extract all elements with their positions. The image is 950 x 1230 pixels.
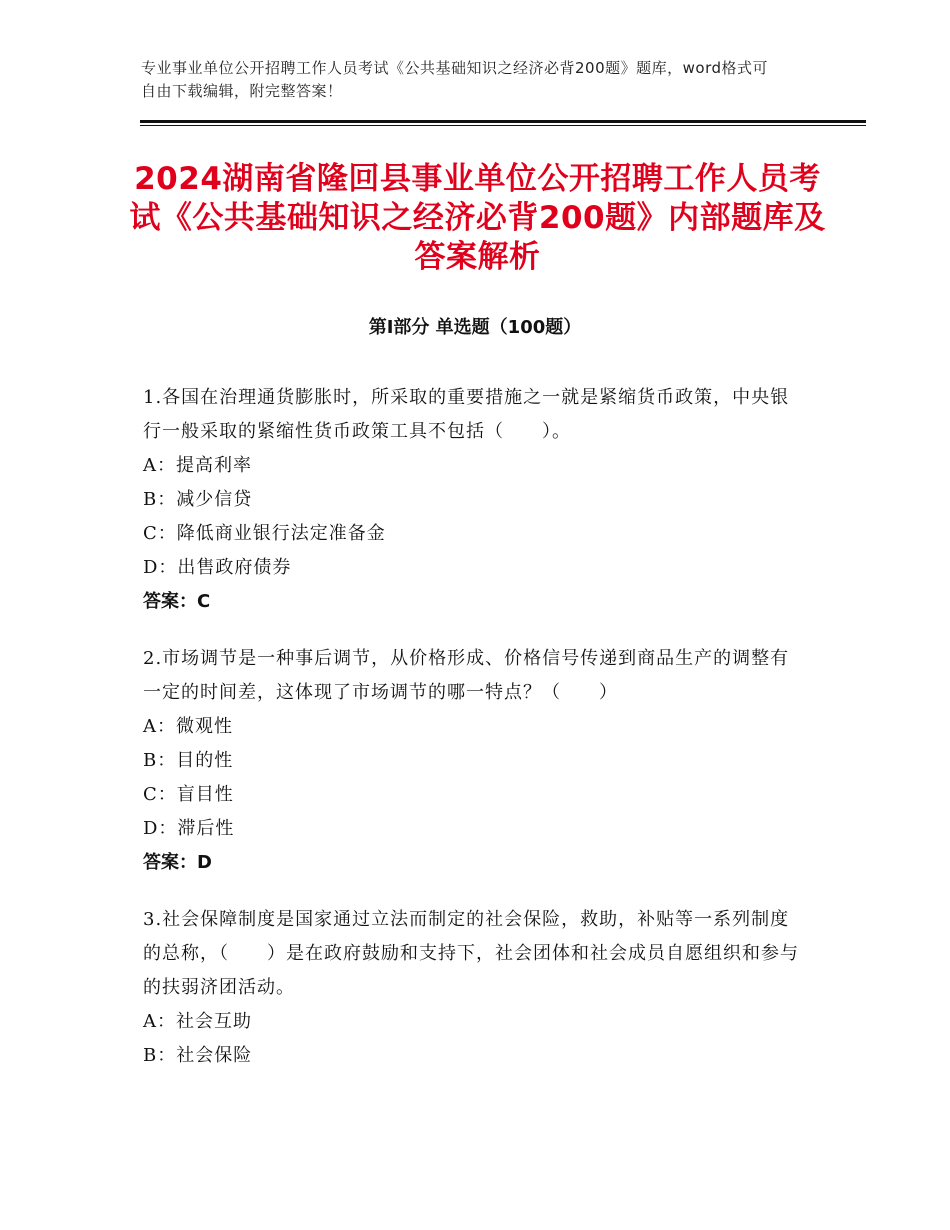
option-d: D：滞后性 <box>143 818 235 839</box>
header-rule-thin <box>140 125 866 126</box>
question-stem: 2.市场调节是一种事后调节，从价格形成、价格信号传递到商品生产的调整有一定的时间差，这体现了市场调节的哪一特点？（ ） <box>143 648 790 703</box>
question-2 <box>143 642 803 880</box>
section-heading: 第I部分 单选题（100题） <box>368 317 582 338</box>
question-list <box>143 381 803 1096</box>
option-d: D：出售政府债券 <box>143 557 292 578</box>
answer: 答案：D <box>143 852 212 873</box>
option-b: B：社会保险 <box>143 1045 253 1066</box>
answer: 答案：C <box>143 591 211 612</box>
option-c: C：降低商业银行法定准备金 <box>143 523 386 544</box>
option-c: C：盲目性 <box>143 784 234 805</box>
option-b: B：目的性 <box>143 750 234 771</box>
question-3 <box>143 903 803 1073</box>
header-note: 专业事业单位公开招聘工作人员考试《公共基础知识之经济必背200题》题库，word格式可自由下载编辑，附完整答案！ <box>141 59 769 100</box>
question-stem: 3.社会保障制度是国家通过立法而制定的社会保险，救助，补贴等一系列制度的总称，（ ）是在政府鼓励和支持下，社会团体和社会成员自愿组织和参与的扶弱济团活动。 <box>143 909 799 998</box>
question-stem: 1.各国在治理通货膨胀时，所采取的重要措施之一就是紧缩货币政策，中央银行一般采取的紧缩性货币政策工具不包括（ ）。 <box>143 387 790 442</box>
option-b: B：减少信贷 <box>143 489 253 510</box>
option-a: A：微观性 <box>143 716 233 737</box>
option-a: A：提高利率 <box>143 455 252 476</box>
header-rule-thick <box>140 120 866 123</box>
document-title: 2024湖南省隆回县事业单位公开招聘工作人员考试《公共基础知识之经济必背200题》内部题库及答案解析 <box>129 161 826 275</box>
option-a: A：社会互助 <box>143 1011 252 1032</box>
question-1 <box>143 381 803 619</box>
